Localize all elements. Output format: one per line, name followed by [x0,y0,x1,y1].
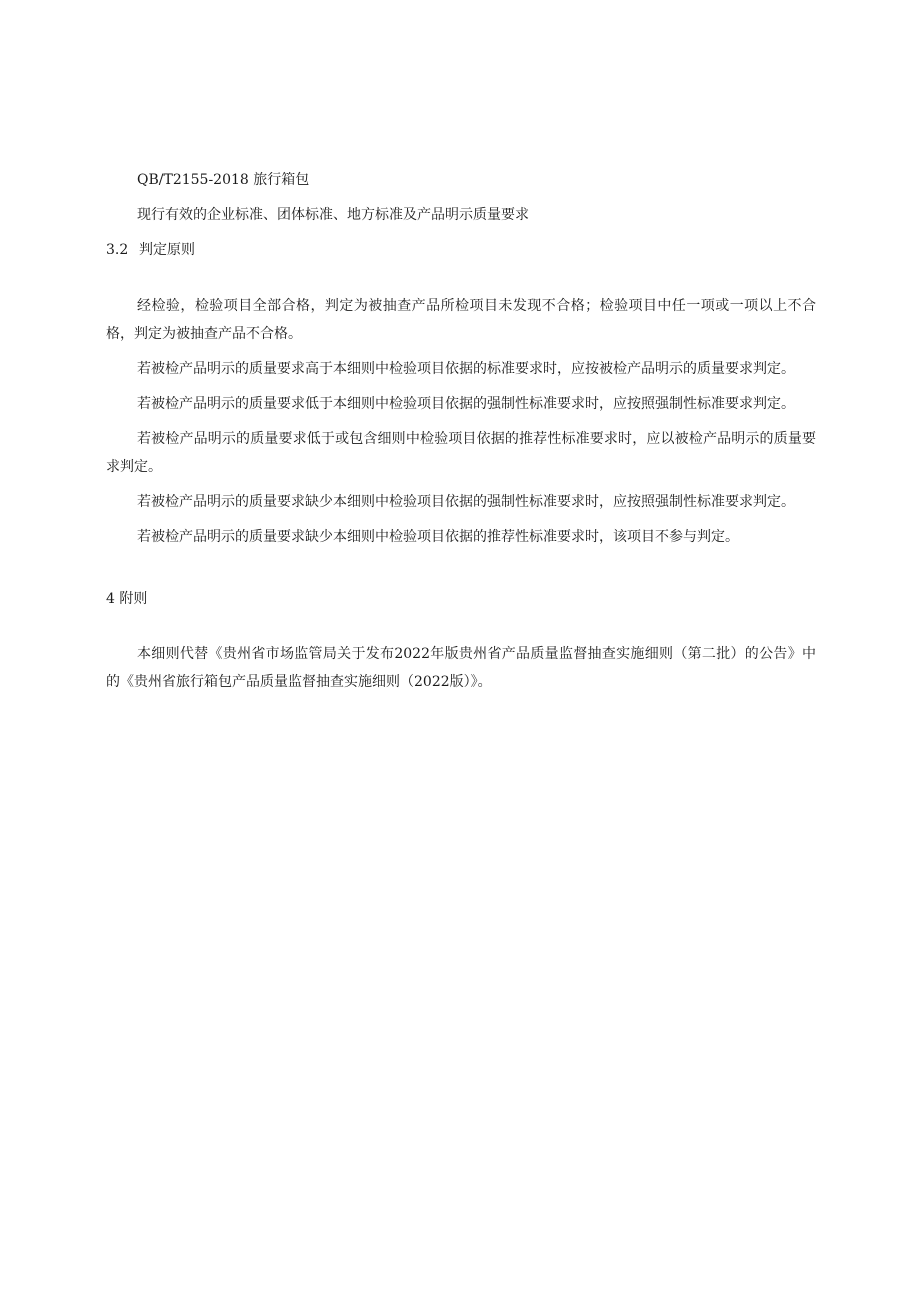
standard-reference-qbt2155: QB/T2155-2018 旅行箱包 [137,172,310,188]
section-3-2-number: 3.2 [106,242,129,258]
judgment-paragraph-6: 若被检产品明示的质量要求缺少本细则中检验项目依据的推荐性标准要求时，该项目不参与判定。 [137,529,739,545]
judgment-paragraph-1: 经检验，检验项目全部合格，判定为被抽查产品所检项目未发现不合格；检验项目中任一项或一项以上不合格，判定为被抽查产品不合格。 [106,298,816,342]
standard-reference-other: 现行有效的企业标准、团体标准、地方标准及产品明示质量要求 [137,207,529,223]
section-4-heading: 4 附则 [106,591,148,607]
section-3-2-heading [106,236,816,264]
judgment-paragraph-3: 若被检产品明示的质量要求低于本细则中检验项目依据的强制性标准要求时，应按照强制性标准要求判定。 [137,396,795,412]
supplementary-paragraph: 本细则代替《贵州省市场监管局关于发布2022年版贵州省产品质量监督抽查实施细则（第二批）的公告》中的《贵州省旅行箱包产品质量监督抽查实施细则（2022版）》。 [106,646,816,690]
document-content [106,166,816,696]
judgment-paragraph-2: 若被检产品明示的质量要求高于本细则中检验项目依据的标准要求时，应按被检产品明示的质量要求判定。 [137,361,795,377]
section-3-2-title: 判定原则 [139,242,195,258]
judgment-paragraph-4: 若被检产品明示的质量要求低于或包含细则中检验项目依据的推荐性标准要求时，应以被检产品明示的质量要求判定。 [106,431,816,475]
judgment-paragraph-5: 若被检产品明示的质量要求缺少本细则中检验项目依据的强制性标准要求时，应按照强制性标准要求判定。 [137,494,795,510]
